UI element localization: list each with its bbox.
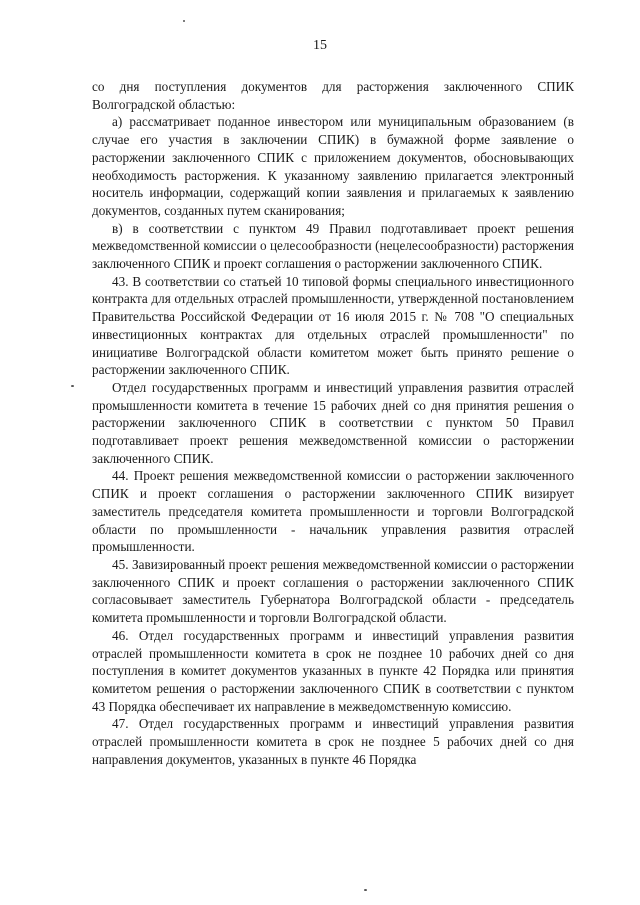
- paragraph-44: 44. Проект решения межведомственной комиссии о расторжении заключенного СПИК и проект соглашения о расторжении заключенного СПИК визирует заместитель председателя комитета промышленности и торговли Волгоградской области по промышленности - начальник управления развития отраслей промышленности.: [92, 468, 574, 555]
- paragraph-43-department: Отдел государственных программ и инвестиций управления развития отраслей промышленности комитета в течение 15 рабочих дней со дня принятия решения о расторжении заключенного СПИК в соответствии с пунктом 50 Правил подготавливает проект решения межведомственной комиссии о расторжении заключенного СПИК.: [92, 379, 574, 466]
- paragraph-47: 47. Отдел государственных программ и инвестиций управления развития отраслей промышленности комитета в срок не позднее 5 рабочих дней со дня направления документов, указанных в пункте 46 Порядка: [92, 716, 574, 767]
- scan-speck: [183, 20, 185, 22]
- paragraph-43: 43. В соответствии со статьей 10 типовой формы специального инвестиционного контракта для отдельных отраслей промышленности, утвержденной постановлением Правительства Российской Федерации от 16 июля 2015 г. № 708 "О специальных инвестиционных контрактах для отдельных отраслей промышленности" по инициативе Волгоградской области комитетом может быть принято решение о расторжении заключенного СПИК.: [92, 273, 574, 378]
- paragraph-46: 46. Отдел государственных программ и инвестиций управления развития отраслей промышленности комитета в срок не позднее 10 рабочих дней со дня поступления в комитет документов указанных в пункте 42 Порядка или принятия комитетом решения о расторжении заключенного СПИК в соответствии с пунктом 43 Порядка обеспечивает их направление в межведомственную комиссию.: [92, 627, 574, 714]
- scan-speck: [364, 889, 367, 891]
- paragraph-45: 45. Завизированный проект решения межведомственной комиссии о расторжении заключенного СПИК и проект соглашения о расторжении заключенного СПИК согласовывает заместитель Губернатора Волгоградской области - председатель комитета промышленности и торговли Волгоградской области.: [92, 556, 574, 626]
- paragraph-item-a: а) рассматривает поданное инвестором или муниципальным образованием (в случае его участия в заключении СПИК) в бумажной форме заявление о расторжении заключенного СПИК с приложением документов, обосновывающих необходимость расторжения. К указанному заявлению прилагается электронный носитель информации, содержащий копии заявления и прилагаемых к заявлению документов, созданных путем сканирования;: [92, 114, 574, 218]
- document-body: [92, 78, 574, 768]
- scan-speck: [71, 385, 74, 387]
- paragraph-item-v: в) в соответствии с пунктом 49 Правил подготавливает проект решения межведомственной комиссии о целесообразности (нецелесообразности) расторжения заключенного СПИК и проект соглашения о расторжении заключенного СПИК.: [92, 220, 574, 272]
- paragraph-intro: со дня поступления документов для расторжения заключенного СПИК Волгоградской областью:: [92, 79, 574, 112]
- page-number: 15: [313, 38, 327, 53]
